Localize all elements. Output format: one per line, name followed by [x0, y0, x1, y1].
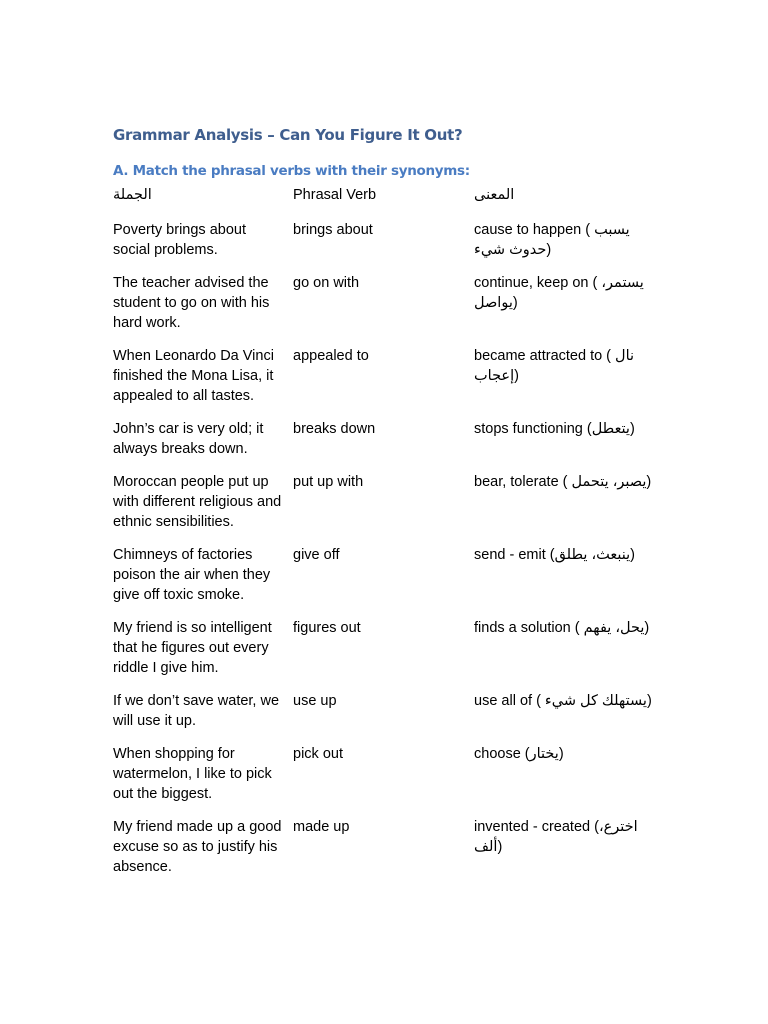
- meaning-cell: cause to happen ( يسبب حدوث شيء): [474, 222, 630, 258]
- table-row: [113, 346, 653, 419]
- sentence-cell: When Leonardo Da Vinci finished the Mona Lisa, it appealed to all tastes.: [113, 348, 274, 404]
- meaning-cell: stops functioning (يتعطل): [474, 421, 635, 437]
- header-sentence: الجملة: [113, 187, 152, 203]
- phrasal-verb-cell: go on with: [293, 275, 360, 291]
- phrasal-verb-cell: pick out: [293, 746, 343, 762]
- phrasal-verb-cell: made up: [293, 819, 350, 835]
- header-meaning: المعنى: [474, 187, 515, 203]
- sentence-cell: My friend made up a good excuse so as to justify his absence.: [113, 819, 282, 875]
- phrasal-verbs-table: [113, 185, 653, 890]
- phrasal-verb-cell: give off: [293, 547, 340, 563]
- table-row: [113, 545, 653, 618]
- table-row: [113, 744, 653, 817]
- meaning-cell: became attracted to ( نال إعجاب): [474, 348, 635, 384]
- sentence-cell: John’s car is very old; it always breaks down.: [113, 421, 264, 457]
- phrasal-verb-cell: put up with: [293, 474, 364, 490]
- sentence-cell: Chimneys of factories poison the air when they give off toxic smoke.: [113, 547, 271, 603]
- phrasal-verb-cell: breaks down: [293, 421, 376, 437]
- meaning-cell: continue, keep on ( يستمر، يواصل): [474, 275, 644, 311]
- sentence-cell: If we don’t save water, we will use it up.: [113, 693, 280, 729]
- meaning-cell: send - emit (ينبعث، يطلق): [474, 547, 635, 563]
- meaning-cell: choose (يختار): [474, 746, 564, 762]
- meaning-cell: finds a solution ( يحل، يفهم): [474, 620, 650, 636]
- table-row: [113, 817, 653, 890]
- phrasal-verb-cell: figures out: [293, 620, 361, 636]
- table-row: [113, 472, 653, 545]
- table-row: [113, 220, 653, 273]
- sentence-cell: The teacher advised the student to go on with his hard work.: [113, 275, 270, 331]
- meaning-cell: invented - created (اخترع، ألف): [474, 819, 638, 855]
- phrasal-verb-cell: brings about: [293, 222, 373, 238]
- table-row: [113, 273, 653, 346]
- page-title: Grammar Analysis – Can You Figure It Out?: [113, 126, 463, 144]
- phrasal-verb-cell: appealed to: [293, 348, 369, 364]
- sentence-cell: Poverty brings about social problems.: [113, 222, 246, 258]
- sentence-cell: Moroccan people put up with different religious and ethnic sensibilities.: [113, 474, 282, 530]
- table-row: [113, 419, 653, 472]
- meaning-cell: bear, tolerate ( يصبر، يتحمل): [474, 474, 652, 490]
- section-heading: A. Match the phrasal verbs with their synonyms:: [113, 163, 470, 179]
- meaning-cell: use all of ( يستهلك كل شيء): [474, 693, 652, 709]
- table-row: [113, 618, 653, 691]
- table-header-row: [113, 185, 653, 220]
- phrasal-verb-cell: use up: [293, 693, 337, 709]
- sentence-cell: My friend is so intelligent that he figures out every riddle I give him.: [113, 620, 272, 676]
- header-phrasal-verb: Phrasal Verb: [293, 187, 377, 203]
- table-row: [113, 691, 653, 744]
- sentence-cell: When shopping for watermelon, I like to pick out the biggest.: [113, 746, 272, 802]
